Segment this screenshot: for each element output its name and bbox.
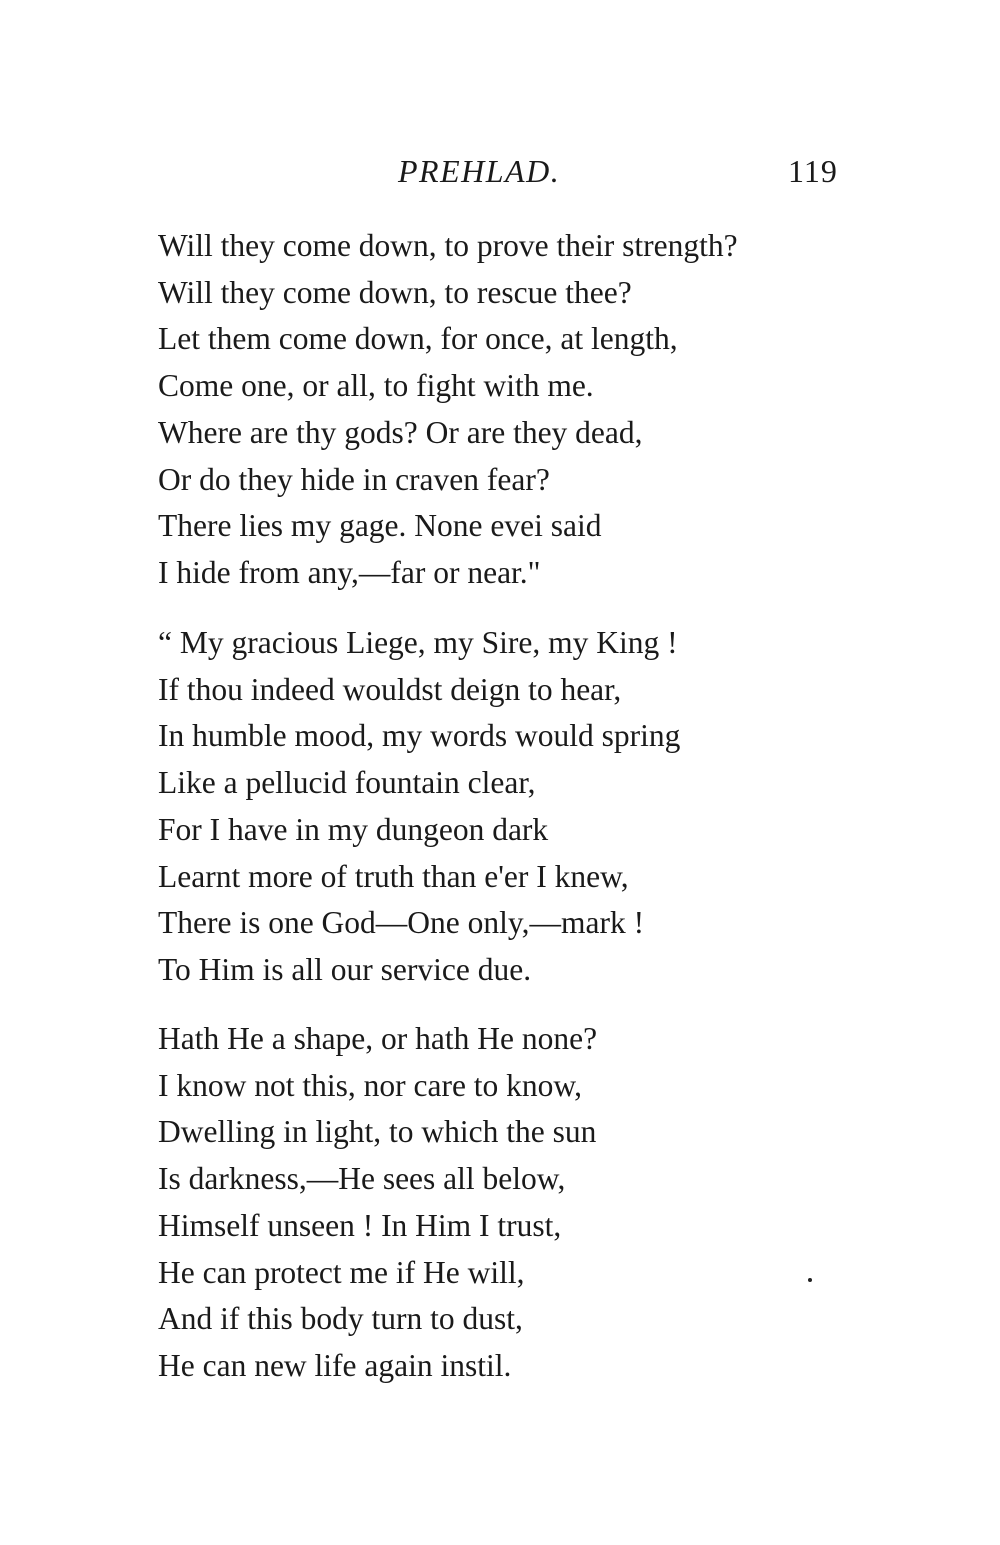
stanza-3 <box>158 1016 597 1390</box>
poem-line: Learnt more of truth than e'er I knew, <box>158 858 629 894</box>
poem-line: Will they come down, to rescue thee? <box>158 274 632 310</box>
poem-line: Is darkness,—He sees all below, <box>158 1161 566 1197</box>
poem-line: Dwelling in light, to which the sun <box>158 1114 597 1150</box>
poem-line: Hath He a shape, or hath He none? <box>158 1021 598 1056</box>
poem-line: “ My gracious Liege, my Sire, my King ! <box>158 625 678 660</box>
poem-line: Himself unseen ! In Him I trust, <box>158 1207 562 1243</box>
print-speck <box>808 1278 812 1282</box>
stanza-1 <box>158 223 738 597</box>
poem-line: He can new life again instil. <box>158 1347 512 1383</box>
poem-line: In humble mood, my words would spring <box>158 718 681 754</box>
stanza-2 <box>158 620 680 994</box>
poem-line: Or do they hide in craven fear? <box>158 461 550 497</box>
poem-line: If thou indeed wouldst deign to hear, <box>158 671 622 707</box>
poem-line: Will they come down, to prove their strength? <box>158 228 738 263</box>
poem-line: There is one God—One only,—mark ! <box>158 905 645 941</box>
page-number: 119 <box>788 153 838 189</box>
poem-line: He can protect me if He will, <box>158 1254 525 1290</box>
poem-line: Like a pellucid fountain clear, <box>158 765 536 801</box>
poem-line: Let them come down, for once, at length, <box>158 321 678 357</box>
poem-line: To Him is all our service due. <box>158 951 532 987</box>
poem-line: And if this body turn to dust, <box>158 1301 523 1337</box>
poem-line: For I have in my dungeon dark <box>158 811 549 847</box>
running-header-title: PREHLAD. <box>398 153 561 189</box>
poem-line: There lies my gage. None evei said <box>158 508 602 544</box>
poem-line: I hide from any,—far or near." <box>158 554 541 590</box>
poem-line: Come one, or all, to fight with me. <box>158 368 594 404</box>
poem-line: Where are thy gods? Or are they dead, <box>158 414 643 450</box>
poem-line: I know not this, nor care to know, <box>158 1067 583 1103</box>
